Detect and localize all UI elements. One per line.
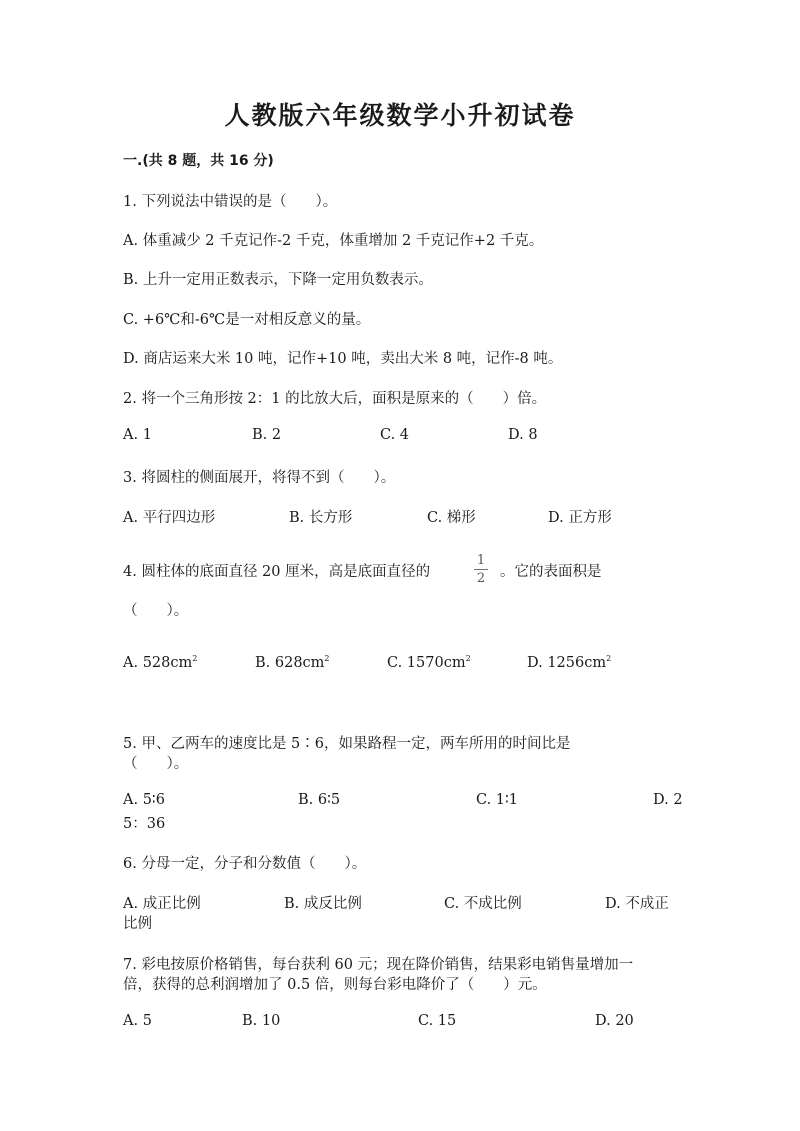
question-6-option-a: A. 成正比例 — [123, 896, 201, 912]
question-1-option-b: B. 上升一定用正数表示，下降一定用负数表示。 — [123, 272, 433, 288]
question-3-stem: 3. 将圆柱的侧面展开，将得不到（ ）。 — [123, 470, 396, 486]
question-7-option-b: B. 10 — [242, 1013, 281, 1029]
question-4-stem: 4. 圆柱体的底面直径 20 厘米，高是底面直径的 — [123, 564, 431, 580]
question-7-option-d: D. 20 — [595, 1013, 634, 1029]
question-7-stem-cont: 倍，获得的总利润增加了 0.5 倍，则每台彩电降价了（ ）元。 — [123, 977, 547, 993]
question-1-option-d: D. 商店运来大米 10 吨，记作+10 吨，卖出大米 8 吨，记作-8 吨。 — [123, 351, 563, 367]
question-7-option-a: A. 5 — [123, 1013, 152, 1029]
question-1-option-a: A. 体重减少 2 千克记作-2 千克，体重增加 2 千克记作+2 千克。 — [123, 233, 544, 249]
question-5-option-b: B. 6∶5 — [298, 792, 341, 808]
question-3-option-b: B. 长方形 — [289, 510, 353, 526]
question-5-stem: 5. 甲、乙两车的速度比是 5∶6，如果路程一定，两车所用的时间比是 — [123, 736, 571, 752]
fraction-one-half — [474, 553, 488, 586]
question-1-option-c: C. +6℃和-6℃是一对相反意义的量。 — [123, 312, 371, 328]
question-2-option-a: A. 1 — [123, 427, 152, 443]
question-5-option-a: A. 5∶6 — [123, 792, 165, 808]
question-6-stem: 6. 分母一定，分子和分数值（ ）。 — [123, 856, 367, 872]
question-5-option-d-wrap: 5：36 — [123, 816, 166, 832]
question-6-option-b: B. 成反比例 — [284, 896, 362, 912]
question-6-option-c: C. 不成比例 — [444, 896, 522, 912]
fraction-numerator: 1 — [476, 553, 486, 568]
question-4-stem-cont: 。它的表面积是 — [500, 564, 602, 580]
page-title: 人教版六年级数学小升初试卷 — [224, 101, 576, 130]
question-4-option-b: B. $628cm^2$ — [255, 654, 330, 671]
question-5-option-c: C. 1∶1 — [476, 792, 519, 808]
question-5-stem-blank: （ ）。 — [123, 756, 189, 772]
question-4-option-d: D. $1256cm^2$ — [527, 654, 612, 671]
question-2-option-c: C. 4 — [380, 427, 410, 443]
question-5-option-d: D. 2 — [653, 792, 683, 808]
question-1-stem: 1. 下列说法中错误的是（ ）。 — [123, 194, 338, 210]
question-3-option-a: A. 平行四边形 — [123, 510, 216, 526]
question-4-option-a: A. $528cm^2$ — [123, 654, 198, 671]
question-4-stem-blank: （ ）。 — [123, 603, 189, 619]
question-2-option-d: D. 8 — [508, 427, 538, 443]
question-3-option-d: D. 正方形 — [548, 510, 612, 526]
question-6-option-d-wrap: 比例 — [123, 916, 152, 932]
question-3-option-c: C. 梯形 — [427, 510, 476, 526]
question-7-stem: 7. 彩电按原价格销售，每台获利 60 元；现在降价销售，结果彩电销售量增加一 — [123, 957, 634, 973]
fraction-bar — [474, 569, 488, 570]
question-2-stem: 2. 将一个三角形按 2：1 的比放大后，面积是原来的（ ）倍。 — [123, 391, 547, 407]
section-heading: 一.(共 8 题，共 16 分) — [123, 153, 274, 169]
fraction-denominator: 2 — [476, 571, 486, 586]
question-7-option-c: C. 15 — [418, 1013, 457, 1029]
question-4-option-c: C. $1570cm^2$ — [387, 654, 471, 671]
question-2-option-b: B. 2 — [252, 427, 282, 443]
question-6-option-d: D. 不成正 — [605, 896, 669, 912]
